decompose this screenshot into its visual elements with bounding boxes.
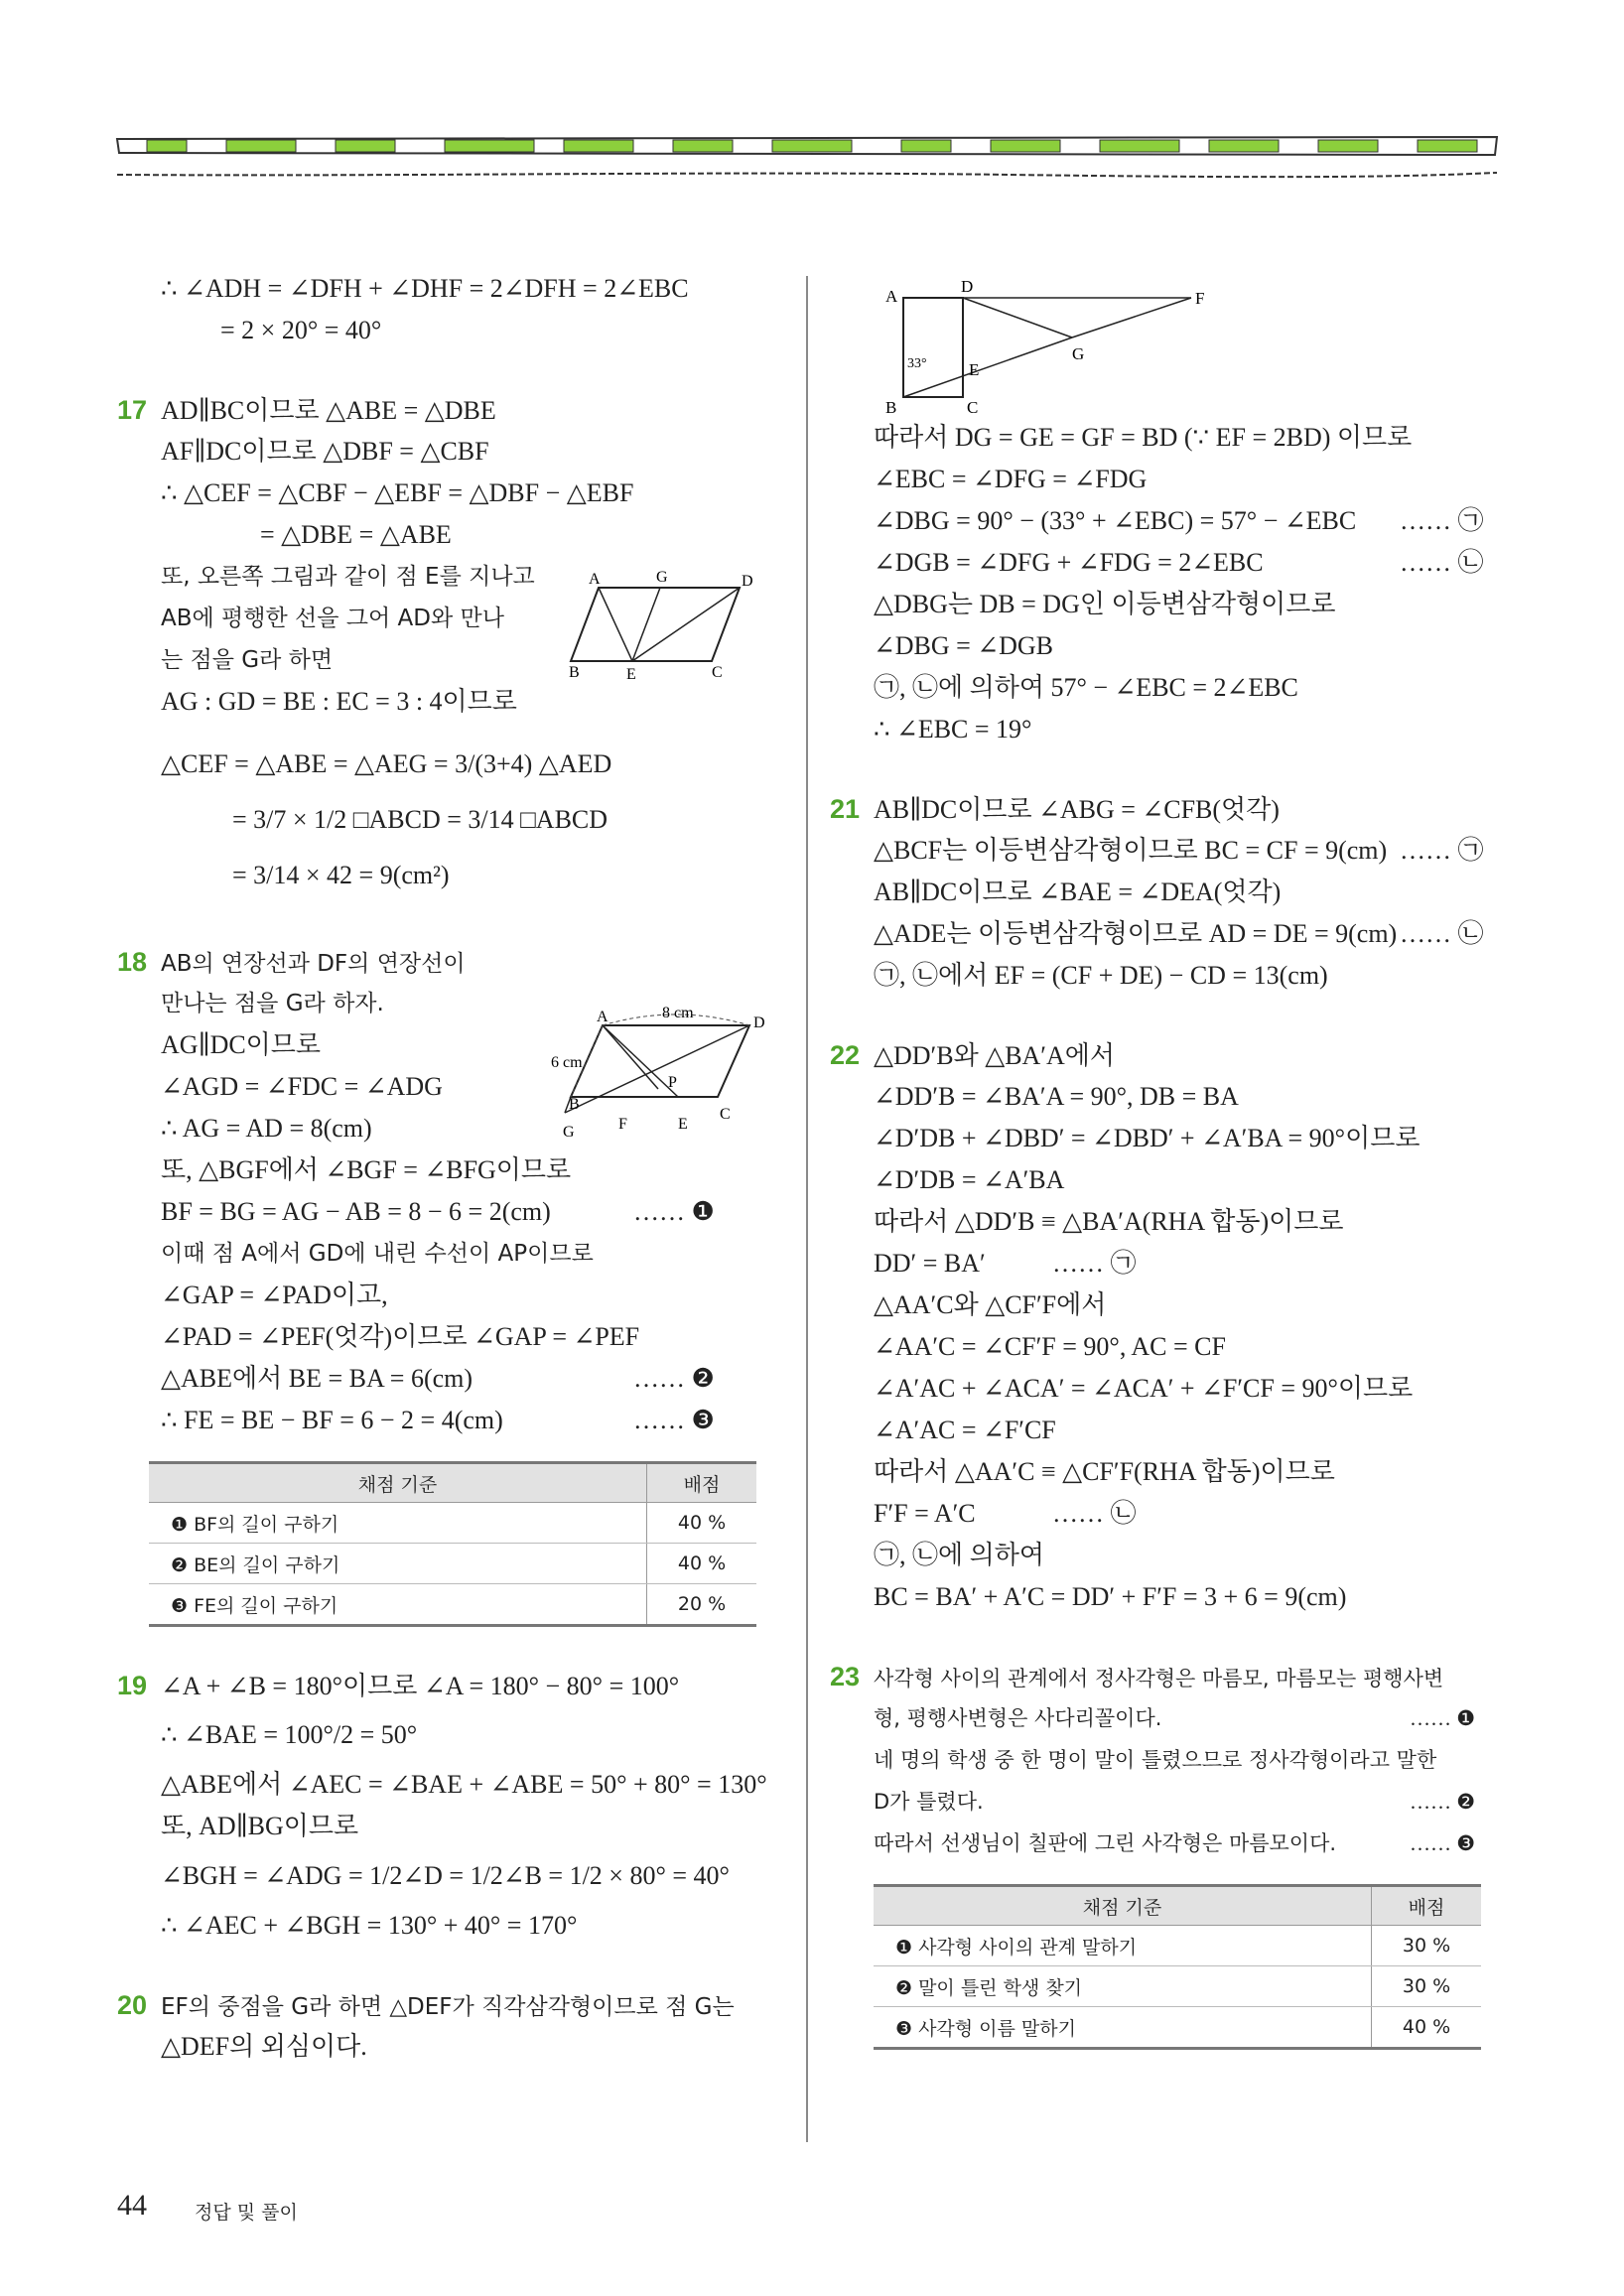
page-number: 44 bbox=[117, 2189, 147, 2222]
solution-line: = △DBE = △ABE bbox=[260, 520, 452, 549]
rubric-header: 채점 기준 bbox=[874, 1886, 1372, 1926]
left-column bbox=[117, 268, 792, 2068]
table-row bbox=[149, 1544, 756, 1584]
solution-line: ∴ ∠EBC = 19° bbox=[874, 715, 1032, 743]
problem-20 bbox=[117, 1984, 792, 2068]
table-row bbox=[874, 1966, 1481, 2007]
fig-label: A bbox=[885, 287, 898, 306]
solution-line: ∠AA′C = ∠CF′F = 90°, AC = CF bbox=[874, 1332, 1226, 1361]
step-mark: …… ㉡ bbox=[1052, 1499, 1137, 1528]
problem-number: 18 bbox=[117, 947, 148, 977]
rubric-criterion: ❸ 사각형 이름 말하기 bbox=[874, 2007, 1372, 2049]
solution-line: = 2 × 20° = 40° bbox=[220, 316, 382, 344]
solution-line: AF∥DC이므로 △DBF = △CBF bbox=[161, 437, 489, 466]
fig-label: E bbox=[969, 360, 980, 379]
solution-line: 따라서 선생님이 칠판에 그린 사각형은 마름모이다. bbox=[874, 1831, 1337, 1855]
solution-line: ∠A′AC = ∠F′CF bbox=[874, 1416, 1056, 1444]
figure-18-parallelogram bbox=[551, 998, 769, 1166]
fig-label: P bbox=[668, 1074, 677, 1091]
solution-line: △ADE는 이등변삼각형이므로 AD = DE = 9(cm) bbox=[874, 919, 1398, 948]
fig-label: A bbox=[597, 1009, 609, 1025]
solution-line: ∠BGH = ∠ADG = 1/2∠D = 1/2∠B = 1/2 × 80° = 40° bbox=[161, 1861, 730, 1890]
solution-line: ∠DD′B = ∠BA′A = 90°, DB = BA bbox=[874, 1082, 1239, 1111]
solution-line: △DBG는 DB = DG인 이등변삼각형이므로 bbox=[874, 590, 1336, 618]
fig-label: B bbox=[569, 664, 580, 681]
solution-line: ∠A + ∠B = 180°이므로 ∠A = 180° − 80° = 100° bbox=[161, 1672, 680, 1700]
step-mark: …… ㉠ bbox=[1400, 836, 1484, 865]
step-mark: …… ❷ bbox=[633, 1364, 715, 1393]
table-row bbox=[874, 1926, 1481, 1966]
fig-label: G bbox=[656, 569, 668, 586]
solution-line: ∴ ∠ADH = ∠DFH + ∠DHF = 2∠DFH = 2∠EBC bbox=[161, 274, 689, 303]
solution-line: ∴ △CEF = △CBF − △EBF = △DBF − △EBF bbox=[161, 478, 634, 507]
figure-20-rectangle bbox=[874, 268, 1231, 417]
step-mark: …… ㉡ bbox=[1400, 919, 1484, 948]
fig-label: 8 cm bbox=[662, 1005, 694, 1021]
rubric-header: 채점 기준 bbox=[149, 1463, 647, 1503]
solution-line: 따라서 △DD′B ≡ △BA′A(RHA 합동)이므로 bbox=[874, 1207, 1344, 1236]
solution-line: ∠DBG = ∠DGB bbox=[874, 631, 1054, 660]
step-mark: …… ❶ bbox=[633, 1197, 715, 1226]
rubric-table-23 bbox=[874, 1884, 1481, 2050]
solution-line: AB∥DC이므로 ∠BAE = ∠DEA(엇각) bbox=[874, 878, 1282, 906]
step-mark: …… ❸ bbox=[1410, 1831, 1476, 1855]
solution-line: DD′ = BA′ bbox=[874, 1249, 986, 1278]
solution-line: D가 틀렸다. bbox=[874, 1790, 984, 1814]
rubric-points: 40 % bbox=[647, 1503, 757, 1544]
solution-line: BF = BG = AG − AB = 8 − 6 = 2(cm) bbox=[161, 1197, 551, 1226]
rubric-points: 30 % bbox=[1372, 1966, 1482, 2007]
step-mark: …… ❶ bbox=[1410, 1706, 1476, 1730]
rubric-criterion: ❶ BF의 길이 구하기 bbox=[149, 1503, 647, 1544]
fig-label: D bbox=[742, 573, 753, 590]
figure-17-parallelogram bbox=[569, 566, 753, 685]
rubric-header: 배점 bbox=[1372, 1886, 1482, 1926]
solution-line: △ABE에서 BE = BA = 6(cm) bbox=[161, 1364, 474, 1393]
fig-label: D bbox=[753, 1014, 765, 1031]
fig-label: D bbox=[961, 277, 974, 296]
rubric-table-18 bbox=[149, 1461, 756, 1627]
solution-line: ∠AGD = ∠FDC = ∠ADG bbox=[161, 1072, 443, 1101]
solution-line: AD∥BC이므로 △ABE = △DBE bbox=[161, 396, 496, 425]
solution-line: △DEF의 외심이다. bbox=[161, 2032, 367, 2061]
solution-line: AG : GD = BE : EC = 3 : 4이므로 bbox=[161, 687, 517, 716]
solution-line: 만나는 점을 G라 하자. bbox=[161, 991, 384, 1016]
solution-line: 네 명의 학생 중 한 명이 말이 틀렸으므로 정사각형이라고 말한 bbox=[874, 1748, 1437, 1772]
problem-number: 20 bbox=[117, 1990, 148, 2020]
fig-label: B bbox=[885, 398, 897, 417]
solution-line: ∠PAD = ∠PEF(엇각)이므로 ∠GAP = ∠PEF bbox=[161, 1322, 640, 1351]
solution-line: ∠D′DB + ∠DBD′ = ∠DBD′ + ∠A′BA = 90°이므로 bbox=[874, 1124, 1421, 1152]
fig-label: C bbox=[712, 664, 723, 681]
step-mark: …… ❷ bbox=[1410, 1790, 1476, 1814]
fig-label: G bbox=[1072, 344, 1085, 363]
problem-number: 23 bbox=[830, 1662, 861, 1691]
fig-label: B bbox=[569, 1096, 580, 1113]
rubric-header: 배점 bbox=[647, 1463, 757, 1503]
solution-line: 따라서 DG = GE = GF = BD (∵ EF = 2BD) 이므로 bbox=[874, 423, 1413, 452]
table-row bbox=[874, 2007, 1481, 2049]
table-row bbox=[149, 1584, 756, 1626]
solution-line: AG∥DC이므로 bbox=[161, 1030, 322, 1059]
step-mark: …… ❸ bbox=[633, 1406, 715, 1434]
solution-line: AB∥DC이므로 ∠ABG = ∠CFB(엇각) bbox=[874, 795, 1280, 824]
problem-number: 19 bbox=[117, 1671, 148, 1700]
problem-23 bbox=[830, 1656, 1499, 2050]
rubric-points: 20 % bbox=[647, 1584, 757, 1626]
problem-19 bbox=[117, 1665, 792, 1947]
footer-label: 정답 및 풀이 bbox=[195, 2202, 298, 2224]
solution-line: 이때 점 A에서 GD에 내린 수선이 AP이므로 bbox=[161, 1241, 594, 1267]
solution-line: △CEF = △ABE = △AEG = 3/(3+4) △AED bbox=[161, 749, 612, 778]
fig-label: F bbox=[618, 1116, 627, 1133]
fig-label: C bbox=[720, 1106, 731, 1123]
rubric-points: 30 % bbox=[1372, 1926, 1482, 1966]
solution-line: 는 점을 G라 하면 bbox=[161, 647, 334, 673]
solution-line: ㉠, ㉡에 의하여 57° − ∠EBC = 2∠EBC bbox=[874, 673, 1298, 702]
solution-line: ∠EBC = ∠DFG = ∠FDG bbox=[874, 465, 1148, 493]
rubric-points: 40 % bbox=[647, 1544, 757, 1584]
solution-line: = 3/14 × 42 = 9(cm²) bbox=[232, 861, 450, 889]
solution-line: ∠A′AC + ∠ACA′ = ∠ACA′ + ∠F′CF = 90°이므로 bbox=[874, 1374, 1414, 1403]
solution-line: ㉠, ㉡에 의하여 bbox=[874, 1541, 1044, 1569]
right-column bbox=[830, 268, 1499, 2050]
rubric-criterion: ❷ 말이 틀린 학생 찾기 bbox=[874, 1966, 1372, 2007]
solution-line: ∠DGB = ∠DFG + ∠FDG = 2∠EBC bbox=[874, 548, 1264, 577]
solution-line: △AA′C와 △CF′F에서 bbox=[874, 1290, 1107, 1319]
problem-22 bbox=[830, 1034, 1499, 1618]
solution-line: 또, △BGF에서 ∠BGF = ∠BFG이므로 bbox=[161, 1155, 572, 1184]
solution-line: AB에 평행한 선을 그어 AD와 만나 bbox=[161, 606, 504, 631]
solution-line: ∴ FE = BE − BF = 6 − 2 = 4(cm) bbox=[161, 1406, 503, 1434]
solution-line: ∴ ∠AEC + ∠BGH = 130° + 40° = 170° bbox=[161, 1911, 578, 1940]
problem-21 bbox=[830, 788, 1499, 997]
solution-line: 사각형 사이의 관계에서 정사각형은 마름모, 마름모는 평행사변 bbox=[874, 1667, 1444, 1690]
fig-label: 6 cm bbox=[551, 1054, 583, 1071]
solution-line: AB의 연장선과 DF의 연장선이 bbox=[161, 951, 466, 977]
rubric-criterion: ❶ 사각형 사이의 관계 말하기 bbox=[874, 1926, 1372, 1966]
problem-number: 22 bbox=[830, 1040, 861, 1070]
fig-label: E bbox=[626, 666, 636, 683]
solution-line: 따라서 △AA′C ≡ △CF′F(RHA 합동)이므로 bbox=[874, 1457, 1335, 1486]
solution-line: ∠GAP = ∠PAD이고, bbox=[161, 1281, 388, 1309]
solution-line: 또, AD∥BG이므로 bbox=[161, 1812, 359, 1840]
solution-line: ∴ ∠BAE = 100°/2 = 50° bbox=[161, 1720, 418, 1749]
solution-line: = 3/7 × 1/2 □ABCD = 3/14 □ABCD bbox=[232, 805, 609, 834]
solution-line: BC = BA′ + A′C = DD′ + F′F = 3 + 6 = 9(cm) bbox=[874, 1582, 1347, 1611]
step-mark: …… ㉠ bbox=[1052, 1249, 1137, 1278]
solution-line: ∠DBG = 90° − (33° + ∠EBC) = 57° − ∠EBC bbox=[874, 506, 1357, 535]
rubric-criterion: ❷ BE의 길이 구하기 bbox=[149, 1544, 647, 1584]
solution-line: 형, 평행사변형은 사다리꼴이다. bbox=[874, 1706, 1162, 1730]
header-decoration bbox=[117, 131, 1497, 191]
solution-line: 또, 오른쪽 그림과 같이 점 E를 지나고 bbox=[161, 564, 535, 590]
problem-number: 21 bbox=[830, 794, 861, 824]
fig-label: A bbox=[589, 571, 601, 588]
table-row bbox=[149, 1503, 756, 1544]
fig-label: F bbox=[1195, 289, 1205, 308]
solution-line: △BCF는 이등변삼각형이므로 BC = CF = 9(cm) bbox=[874, 836, 1388, 865]
fig-label: G bbox=[563, 1124, 575, 1141]
step-mark: …… ㉠ bbox=[1400, 506, 1484, 535]
solution-line: ∠D′DB = ∠A′BA bbox=[874, 1165, 1065, 1194]
fig-label: 33° bbox=[907, 356, 927, 371]
solution-line: F′F = A′C bbox=[874, 1499, 976, 1528]
fig-label: E bbox=[678, 1116, 688, 1133]
rubric-points: 40 % bbox=[1372, 2007, 1482, 2049]
rubric-criterion: ❸ FE의 길이 구하기 bbox=[149, 1584, 647, 1626]
problem-number: 17 bbox=[117, 395, 148, 425]
solution-line: △ABE에서 ∠AEC = ∠BAE + ∠ABE = 50° + 80° = 130° bbox=[161, 1770, 767, 1799]
solution-line: ㉠, ㉡에서 EF = (CF + DE) − CD = 13(cm) bbox=[874, 961, 1328, 990]
column-divider bbox=[806, 276, 808, 2142]
fig-label: C bbox=[967, 398, 979, 417]
step-mark: …… ㉡ bbox=[1400, 548, 1484, 577]
solution-line: △DD′B와 △BA′A에서 bbox=[874, 1041, 1116, 1070]
solution-line: ∴ AG = AD = 8(cm) bbox=[161, 1114, 372, 1143]
solution-line: EF의 중점을 G라 하면 △DEF가 직각삼각형이므로 점 G는 bbox=[161, 1994, 735, 2020]
